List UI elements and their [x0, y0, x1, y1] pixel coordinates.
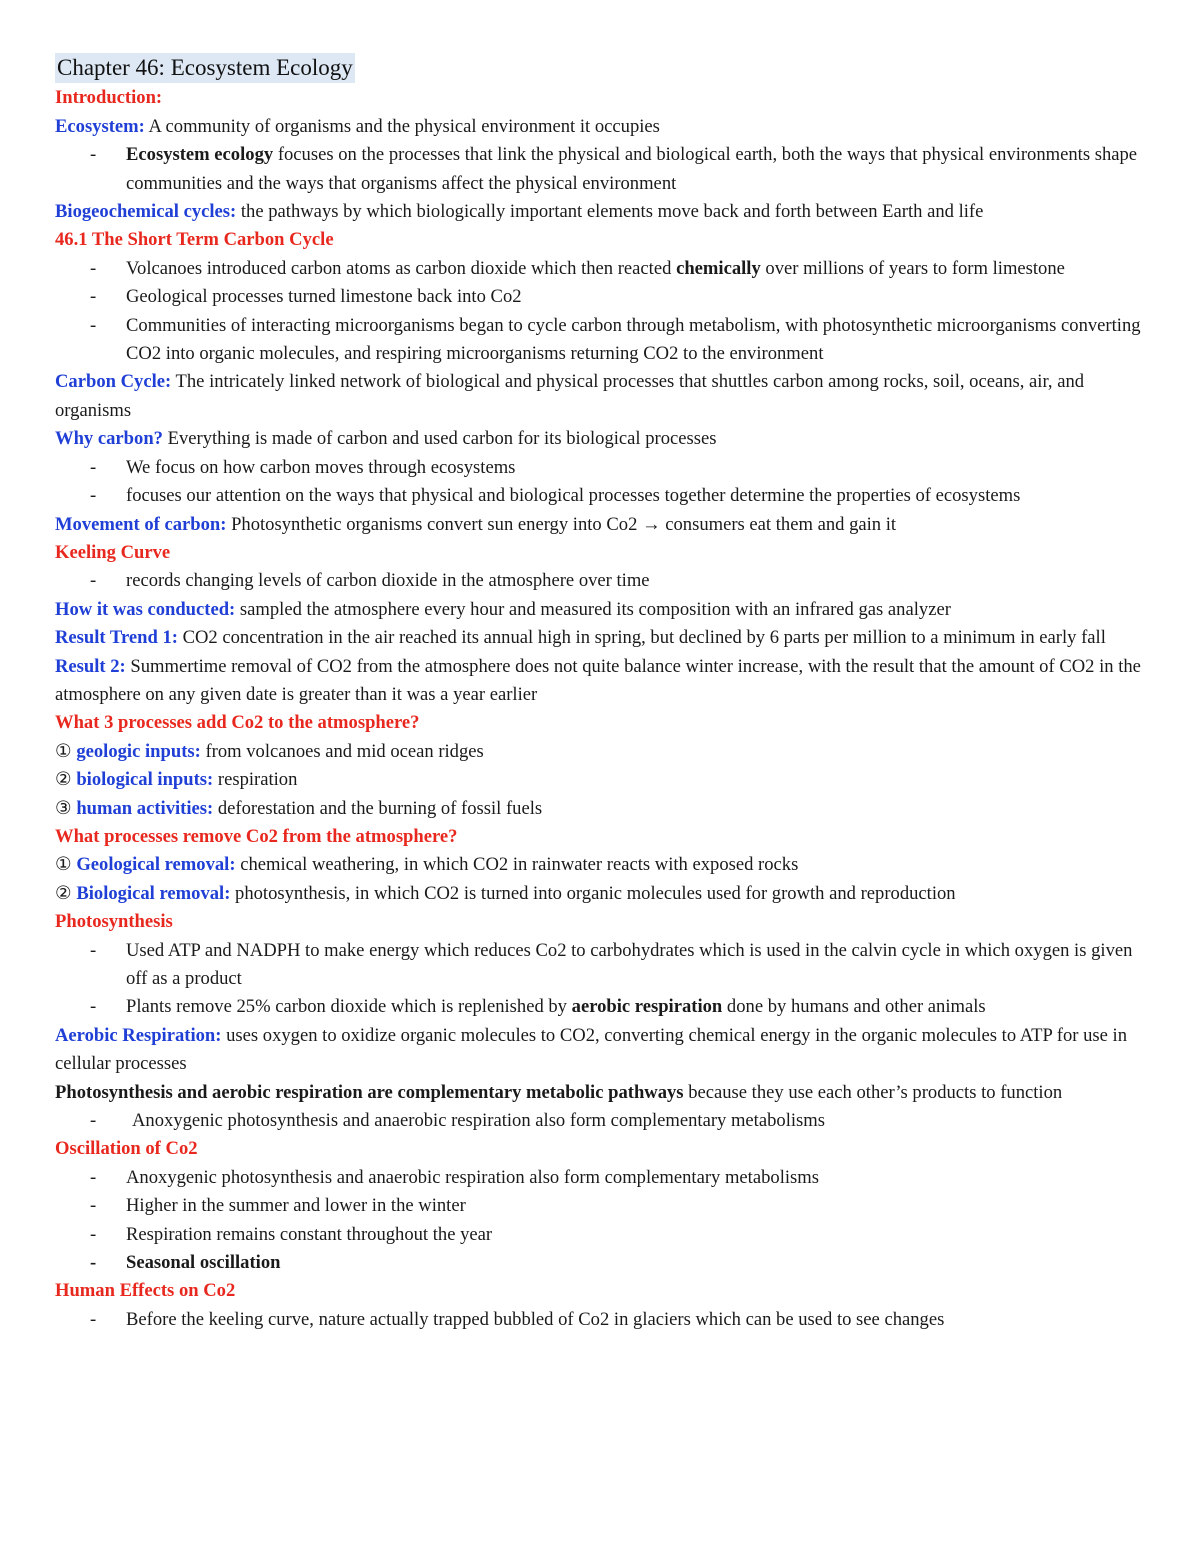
carbon-cycle-definition: Carbon Cycle: The intricately linked network of biological and physical processes that shuttles carbon among rocks, soil, oceans, air, and organisms: [55, 371, 1085, 421]
biogeochemical-definition: Biogeochemical cycles: the pathways by which biologically important elements move back and forth between Earth and life: [55, 201, 984, 223]
result-2: Result 2: Summertime removal of CO2 from the atmosphere does not quite balance winter increase, with the result that the amount of CO2 in the atmosphere on any given date is greater than it was a year earlier: [55, 655, 1141, 705]
complementary-pathways: Photosynthesis and aerobic respiration are complementary metabolic pathways because they use each other’s products to function: [55, 1081, 1063, 1103]
remove-item-2: ② Biological removal: photosynthesis, in which CO2 is turned into organic molecules used for growth and reproduction: [55, 882, 956, 904]
bullet-oscillation-2: - Higher in the summer and lower in the winter: [90, 1195, 466, 1217]
bullet-volcanoes: - Volcanoes introduced carbon atoms as carbon dioxide which then reacted chemically over millions of years to form limestone: [90, 257, 1065, 279]
introduction-heading: Introduction:: [55, 87, 163, 109]
result-trend-1: Result Trend 1: CO2 concentration in the air reached its annual high in spring, but declined by 6 parts per million to a minimum in early fall: [55, 627, 1106, 649]
remove-co2-heading: What processes remove Co2 from the atmosphere?: [55, 825, 458, 847]
human-effects-heading: Human Effects on Co2: [55, 1280, 236, 1302]
movement-of-carbon: Movement of carbon: Photosynthetic organisms convert sun energy into Co2 → consumers eat them and gain it: [55, 513, 897, 535]
add-item-2: ② biological inputs: respiration: [55, 769, 298, 791]
bullet-why-2: - focuses our attention on the ways that physical and biological processes together determine the properties of ecosystems: [90, 485, 1021, 507]
bullet-complementary: - Anoxygenic photosynthesis and anaerobic respiration also form complementary metabolisms: [90, 1110, 825, 1132]
why-carbon: Why carbon? Everything is made of carbon and used carbon for its biological processes: [55, 428, 717, 450]
keeling-heading: Keeling Curve: [55, 541, 171, 563]
bullet-microorganisms: - Communities of interacting microorganisms began to cycle carbon through metabolism, with photosynthetic microorganisms converting CO2 into organic molecules, and respiring microorganisms returning CO2 to the environment: [90, 314, 1141, 365]
document: [55, 53, 1150, 1334]
bullet-keeling: - records changing levels of carbon dioxide in the atmosphere over time: [90, 570, 650, 592]
remove-item-1: ① Geological removal: chemical weathering, in which CO2 in rainwater reacts with exposed rocks: [55, 854, 799, 876]
aerobic-respiration: Aerobic Respiration: uses oxygen to oxidize organic molecules to CO2, converting chemical energy in the organic molecules to ATP for use in cellular processes: [55, 1024, 1128, 1075]
bullet-photosynthesis-1: - Used ATP and NADPH to make energy which reduces Co2 to carbohydrates which is used in the calvin cycle in which oxygen is given off as a product: [90, 939, 1133, 989]
bullet-human-effects: - Before the keeling curve, nature actually trapped bubbled of Co2 in glaciers which can be used to see changes: [90, 1308, 945, 1330]
bullet-ecosystem-ecology: - Ecosystem ecology focuses on the processes that link the physical and biological earth, both the ways that physical environments shape communities and the ways that organisms affect the physical environment: [90, 144, 1138, 194]
ecosystem-definition: Ecosystem: A community of organisms and the physical environment it occupies: [55, 115, 660, 137]
oscillation-heading: Oscillation of Co2: [55, 1138, 198, 1160]
bullet-oscillation-1: - Anoxygenic photosynthesis and anaerobic respiration also form complementary metabolisms: [90, 1166, 819, 1188]
bullet-seasonal-oscillation: - Seasonal oscillation: [90, 1252, 281, 1274]
chapter-title: Chapter 46: Ecosystem Ecology: [55, 53, 355, 83]
bullet-why-1: - We focus on how carbon moves through ecosystems: [90, 456, 516, 478]
add-item-1: ① geologic inputs: from volcanoes and mid ocean ridges: [55, 740, 484, 762]
page-title: [55, 53, 1150, 84]
bullet-oscillation-3: - Respiration remains constant throughout the year: [90, 1223, 493, 1245]
add-item-3: ③ human activities: deforestation and the burning of fossil fuels: [55, 797, 543, 819]
short-term-carbon-heading: 46.1 The Short Term Carbon Cycle: [55, 229, 334, 251]
photosynthesis-heading: Photosynthesis: [55, 911, 173, 933]
bullet-geological: - Geological processes turned limestone back into Co2: [90, 286, 522, 308]
how-conducted: How it was conducted: sampled the atmosphere every hour and measured its composition with an infrared gas analyzer: [55, 598, 951, 620]
bullet-photosynthesis-2: - Plants remove 25% carbon dioxide which is replenished by aerobic respiration done by humans and other animals: [90, 996, 986, 1018]
add-co2-heading: What 3 processes add Co2 to the atmosphere?: [55, 712, 420, 734]
